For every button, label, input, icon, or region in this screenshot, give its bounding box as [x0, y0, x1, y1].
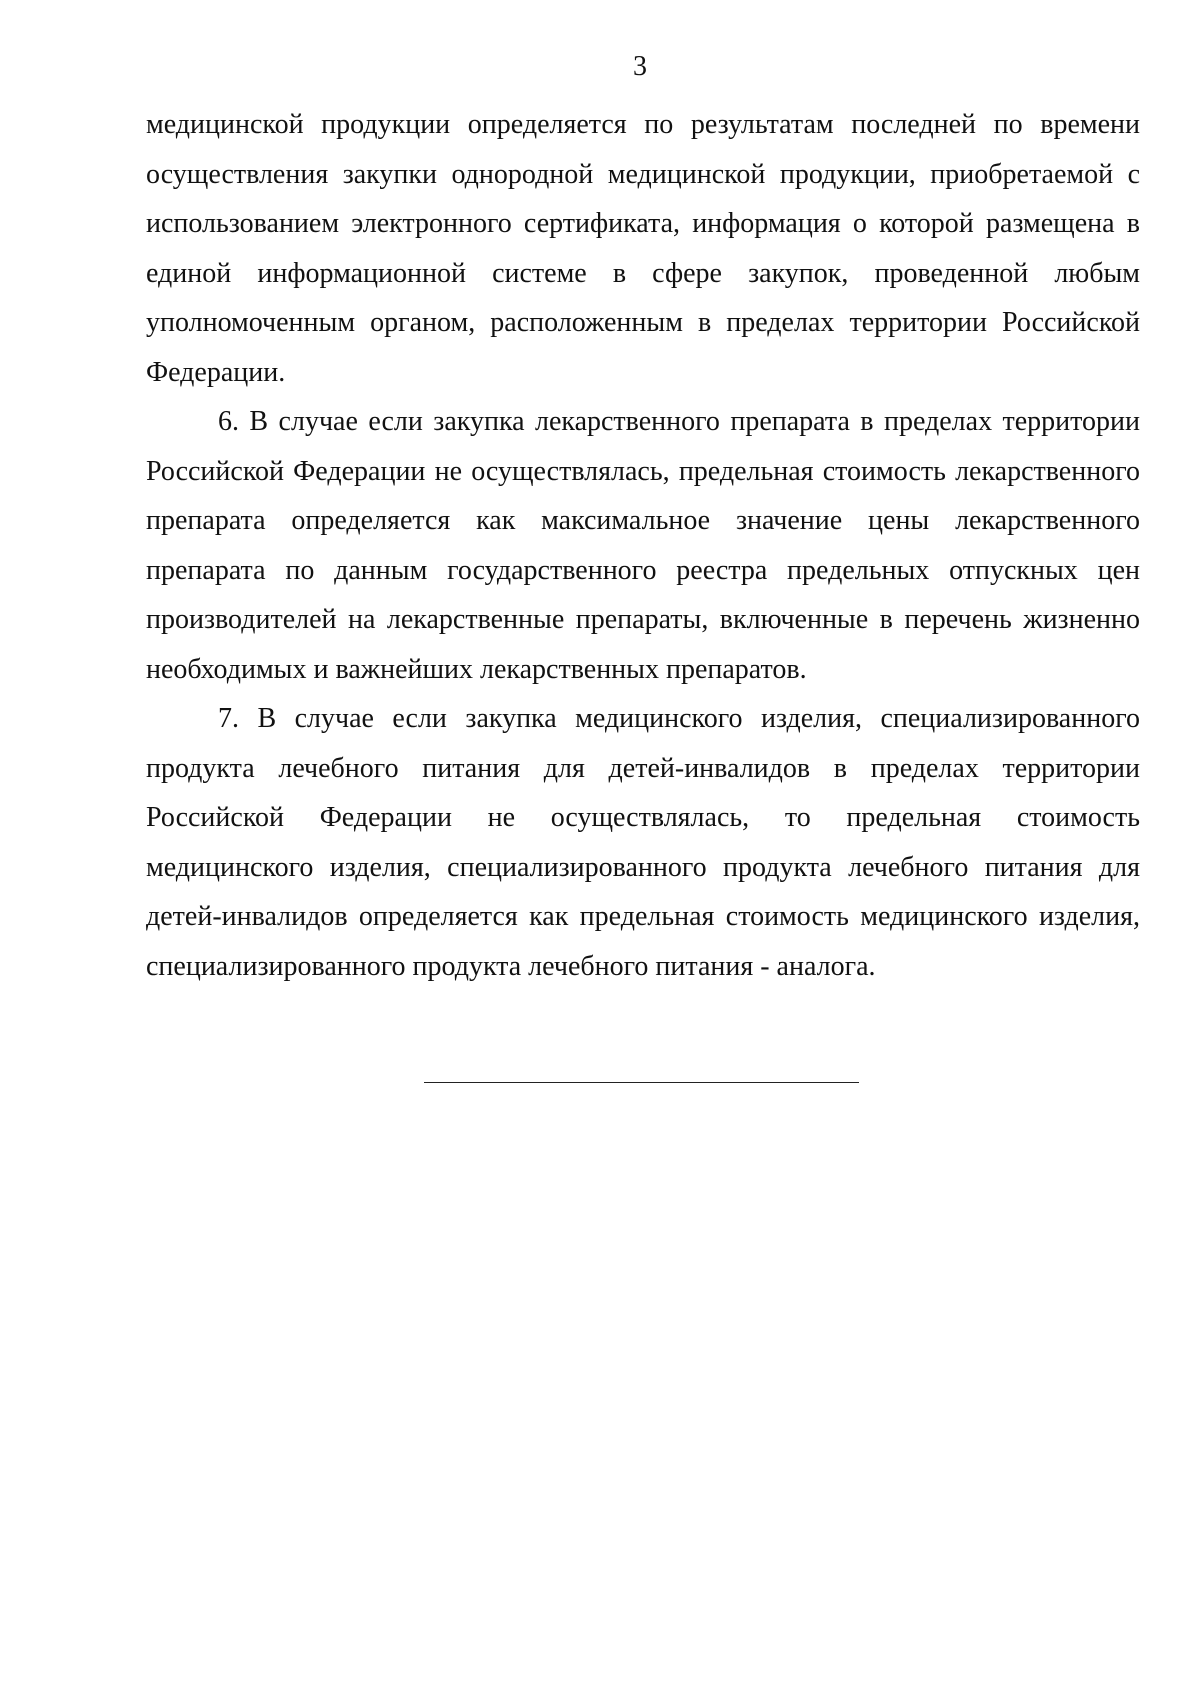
paragraph-item-6: 6. В случае если закупка лекарственного препарата в пределах территории Российской Федерации не осуществлялась, предельная стоимость лекарственного препарата определяется как максимальное значение цены лекарственного препарата по данным государственного реестра предельных отпускных цен производителей на лекарственные препараты, включенные в перечень жизненно необходимых и важнейших лекарственных препаратов.	[146, 406, 1140, 685]
page-number: 3	[633, 51, 647, 82]
closing-separator-line	[424, 1082, 859, 1083]
document-body	[146, 100, 1140, 991]
paragraph-continuation: медицинской продукции определяется по результатам последней по времени осуществления закупки однородной медицинской продукции, приобретаемой с использованием электронного сертификата, информация о которой размещена в единой информационной системе в сфере закупок, проведенной любым уполномоченным органом, расположенным в пределах территории Российской Федерации.	[146, 109, 1140, 388]
paragraph-item-7: 7. В случае если закупка медицинского изделия, специализированного продукта лечебного питания для детей-инвалидов в пределах территории Российской Федерации не осуществлялась, то предельная стоимость медицинского изделия, специализированного продукта лечебного питания для детей-инвалидов определяется как предельная стоимость медицинского изделия, специализированного продукта лечебного питания - аналога.	[146, 703, 1140, 982]
